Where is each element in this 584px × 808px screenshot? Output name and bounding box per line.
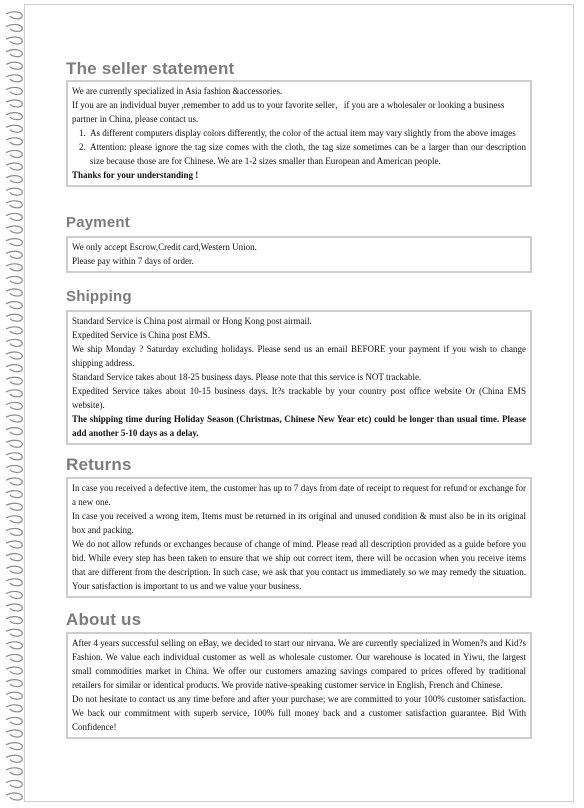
shipping-heading: Shipping xyxy=(66,288,132,305)
spiral-ring xyxy=(6,264,22,271)
shipping-line: Standard Service takes about 18-25 business days. Please note that this service is NOT trackable. xyxy=(72,372,422,382)
spiral-ring xyxy=(6,692,22,699)
spiral-ring xyxy=(6,617,22,624)
about-box xyxy=(66,632,532,739)
spiral-ring xyxy=(6,87,22,94)
spiral-ring xyxy=(6,503,22,510)
spiral-ring xyxy=(6,453,22,460)
spiral-ring xyxy=(6,314,22,321)
spiral-ring xyxy=(6,730,22,737)
about-paragraph: Do not hesitate to contact us any time before and after your purchase; we are committed to your 100% customer satisfaction. We back our commitment with superb service, 100% full money back and a customer satisfaction guarantee. Bid With Confidence! xyxy=(72,694,526,732)
spiral-ring xyxy=(6,428,22,435)
spiral-ring xyxy=(6,125,22,132)
spiral-ring xyxy=(6,12,22,19)
spiral-ring xyxy=(6,226,22,233)
about-heading: About us xyxy=(66,610,142,629)
spiral-ring xyxy=(6,75,22,82)
spiral-ring xyxy=(6,352,22,359)
spiral-binding xyxy=(0,0,30,808)
spiral-ring xyxy=(6,528,22,535)
spiral-ring xyxy=(6,793,22,800)
spiral-ring xyxy=(6,440,22,447)
spiral-ring xyxy=(6,113,22,120)
spiral-ring xyxy=(6,705,22,712)
spiral-ring xyxy=(6,176,22,183)
spiral-ring xyxy=(6,239,22,246)
spiral-ring xyxy=(6,24,22,31)
spiral-ring xyxy=(6,642,22,649)
spiral-ring xyxy=(6,516,22,523)
payment-line: Please pay within 7 days of order. xyxy=(72,256,194,266)
payment-line: We only accept Escrow,Credit card,Western Union. xyxy=(72,242,257,252)
spiral-ring xyxy=(6,491,22,498)
spiral-ring xyxy=(6,541,22,548)
spiral-ring xyxy=(6,50,22,57)
spiral-ring xyxy=(6,138,22,145)
list-item: 1. As different computers display colors differently, the color of the actual item may vary slightly from the above images xyxy=(88,126,526,140)
spiral-ring xyxy=(6,768,22,775)
spiral-ring xyxy=(6,579,22,586)
seller-statement-box xyxy=(66,80,532,187)
list-item: 2. Attention: please ignore the tag size comes with the cloth, the tag size sometimes can be a larger than our description size because those are for Chinese. We are 1-2 sizes smaller than European and American people. xyxy=(88,140,526,168)
spiral-ring xyxy=(6,667,22,674)
shipping-line: We ship Monday ? Saturday excluding holidays. Please send us an email BEFORE your payment if you wish to change shipping address. xyxy=(72,344,526,368)
spiral-ring xyxy=(6,339,22,346)
payment-heading: Payment xyxy=(66,214,130,231)
spiral-ring xyxy=(6,365,22,372)
seller-statement-line: If you are an individual buyer ,remember to add us to your favorite seller，if you are a wholesaler or looking a business partner in China, please contact us. xyxy=(72,100,505,124)
returns-paragraph: In case you received a wrong item, Items must be returned in its original and unused condition & must also be in its original box and packing. xyxy=(72,511,526,535)
shipping-line: Standard Service is China post airmail or Hong Kong post airmail. xyxy=(72,316,312,326)
spiral-ring xyxy=(6,780,22,787)
spiral-ring xyxy=(6,213,22,220)
seller-statement-heading: The seller statement xyxy=(66,59,235,78)
spiral-ring xyxy=(6,150,22,157)
spiral-ring xyxy=(6,100,22,107)
spiral-ring xyxy=(6,402,22,409)
holiday-note: The shipping time during Holiday Season (Christmas, Chinese New Year etc) could be longer than usual time. Please add another 5-10 days as a delay. xyxy=(72,414,526,438)
payment-box xyxy=(66,236,532,273)
spiral-ring xyxy=(6,566,22,573)
spiral-ring xyxy=(6,654,22,661)
spiral-ring xyxy=(6,604,22,611)
spiral-ring xyxy=(6,289,22,296)
spiral-ring xyxy=(6,251,22,258)
returns-box xyxy=(66,477,532,598)
spiral-ring xyxy=(6,743,22,750)
spiral-ring xyxy=(6,62,22,69)
spiral-ring xyxy=(6,327,22,334)
shipping-line: Expedited Service is China post EMS. xyxy=(72,330,210,340)
returns-paragraph: We do not allow refunds or exchanges because of change of mind. Please read all description provided as a guide before you bid. While every step has been taken to ensure that we ship out correct item, there will be occasion when you receive items that are different from the description. In such case, we ask that you contact us immediately so we may remedy the situation. Your satisfaction is important to us and we value your business. xyxy=(72,539,526,591)
spiral-ring xyxy=(6,755,22,762)
spiral-ring xyxy=(6,478,22,485)
spiral-ring xyxy=(6,276,22,283)
spiral-ring xyxy=(6,201,22,208)
seller-statement-line: We are currently specialized in Asia fashion &accessories. xyxy=(72,86,283,96)
spiral-ring xyxy=(6,465,22,472)
spiral-ring xyxy=(6,680,22,687)
spiral-ring xyxy=(6,591,22,598)
spiral-ring xyxy=(6,377,22,384)
spiral-ring xyxy=(6,188,22,195)
about-paragraph: After 4 years successful selling on eBay, we decided to start our nirvana. We are currently specialized in Women?s and Kid?s Fashion. We value each individual customer as well as wholesale customer. Our warehouse is located in Yiwu, the largest small commodities market in China. We offer our customers amazing savings compared to prices offered by traditional retailers for similar or identical products. We provide native-speaking customer service in English, French and Chinese. xyxy=(72,638,526,690)
spiral-ring xyxy=(6,629,22,636)
spiral-ring xyxy=(6,390,22,397)
spiral-ring xyxy=(6,415,22,422)
returns-paragraph: In case you received a defective item, the customer has up to 7 days from date of receipt to request for refund or exchange for a new one. xyxy=(72,483,526,507)
shipping-box xyxy=(66,310,532,445)
spiral-ring xyxy=(6,302,22,309)
returns-heading: Returns xyxy=(66,455,132,474)
spiral-ring xyxy=(6,717,22,724)
spiral-ring xyxy=(6,37,22,44)
shipping-line: Expedited Service takes about 10-15 business days. It?s trackable by your country post office website Or (China EMS website). xyxy=(72,386,526,410)
seller-statement-list xyxy=(72,126,526,168)
spiral-ring xyxy=(6,163,22,170)
spiral-ring xyxy=(6,554,22,561)
thanks-note: Thanks for your understanding ! xyxy=(72,170,199,180)
